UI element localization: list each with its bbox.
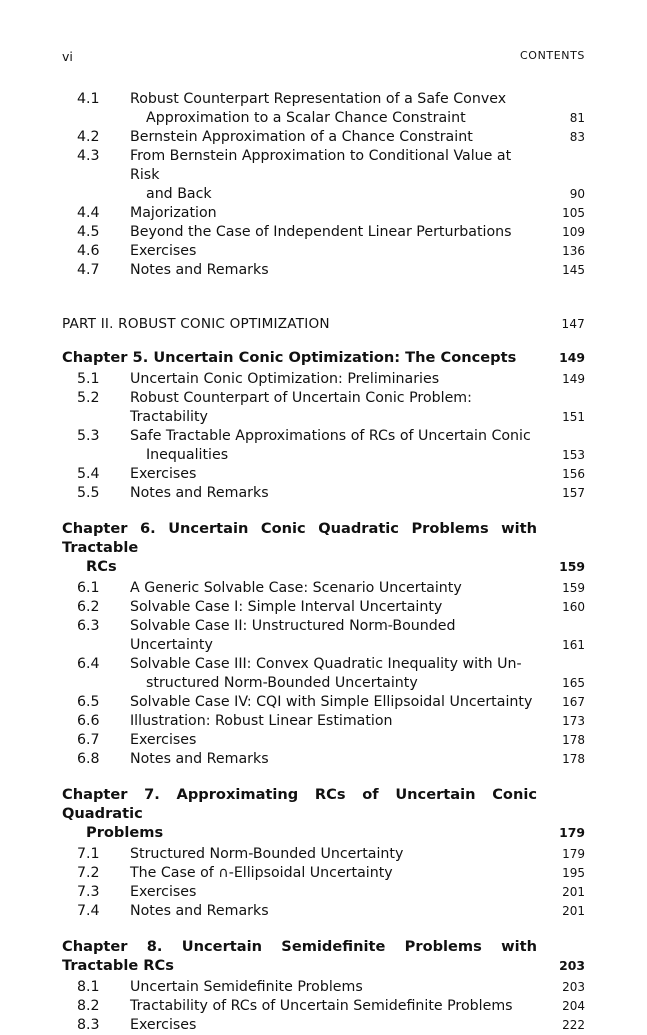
section-title-text: Uncertain Conic Optimization: Preliminaries xyxy=(130,371,440,387)
section-number: 5.4 xyxy=(77,466,100,482)
section-page: 161 xyxy=(562,638,585,652)
section-title-text: From Bernstein Approximation to Conditional Value at Risk xyxy=(130,148,512,183)
section-page: 195 xyxy=(562,866,585,880)
toc-entry xyxy=(62,242,585,261)
section-number: 6.8 xyxy=(77,751,100,767)
running-header xyxy=(62,49,585,67)
section-page: 167 xyxy=(562,695,585,709)
page-number-roman: vi xyxy=(62,49,73,64)
section-title xyxy=(130,204,541,223)
section-title-text: Exercises xyxy=(130,243,197,259)
section-title xyxy=(130,128,541,147)
section-number: 6.5 xyxy=(77,694,100,710)
section-title-text: A Generic Solvable Case: Scenario Uncertainty xyxy=(130,580,462,596)
section-title xyxy=(130,712,541,731)
toc-entry xyxy=(62,655,585,693)
section-number: 7.1 xyxy=(77,846,100,862)
section-page: 222 xyxy=(562,1018,585,1032)
section-title-text: Exercises xyxy=(130,466,197,482)
section-title xyxy=(130,579,541,598)
section-title xyxy=(130,693,541,712)
toc-section-list xyxy=(62,90,585,280)
section-title xyxy=(130,1016,541,1035)
section-number: 6.2 xyxy=(77,599,100,615)
section-title-text: Solvable Case III: Convex Quadratic Inequality with Un- xyxy=(130,656,522,672)
section-number: 5.5 xyxy=(77,485,100,501)
section-number: 4.7 xyxy=(77,262,100,278)
section-number: 5.2 xyxy=(77,390,100,406)
section-title xyxy=(130,864,541,883)
section-title xyxy=(130,845,541,864)
toc-entry xyxy=(62,997,585,1016)
section-title-text: Exercises xyxy=(130,1017,197,1033)
section-title xyxy=(130,978,541,997)
toc-entry xyxy=(62,204,585,223)
toc-entry xyxy=(62,712,585,731)
section-number: 6.4 xyxy=(77,656,100,672)
section-page: 136 xyxy=(562,244,585,258)
section-number: 4.5 xyxy=(77,224,100,240)
section-page: 178 xyxy=(562,733,585,747)
section-title xyxy=(130,389,541,427)
chapter-page: 203 xyxy=(559,958,585,973)
section-page: 160 xyxy=(562,600,585,614)
chapter-heading xyxy=(62,785,585,842)
section-page: 81 xyxy=(569,111,585,125)
chapter-title: Chapter 8. Uncertain Semidefinite Problems with Tractable RCs xyxy=(62,938,537,974)
toc-entry xyxy=(62,845,585,864)
section-title-text: Exercises xyxy=(130,732,197,748)
section-title xyxy=(130,731,541,750)
section-page: 201 xyxy=(562,885,585,899)
section-title-continuation: structured Norm-Bounded Uncertainty xyxy=(146,675,418,691)
toc-entry xyxy=(62,978,585,997)
toc-entry xyxy=(62,750,585,769)
chapter-title: Chapter 6. Uncertain Conic Quadratic Problems with Tractable xyxy=(62,520,537,556)
section-number: 4.6 xyxy=(77,243,100,259)
section-page: 105 xyxy=(562,206,585,220)
section-page: 179 xyxy=(562,847,585,861)
chapter-page: 149 xyxy=(559,350,585,365)
section-title-continuation: Inequalities xyxy=(146,447,229,463)
toc-entry xyxy=(62,465,585,484)
section-number: 6.1 xyxy=(77,580,100,596)
section-title-text: Safe Tractable Approximations of RCs of Uncertain Conic xyxy=(130,428,531,444)
section-title-text: Uncertain Semidefinite Problems xyxy=(130,979,363,995)
section-title xyxy=(130,484,541,503)
section-title-text: Structured Norm-Bounded Uncertainty xyxy=(130,846,404,862)
toc-entry xyxy=(62,598,585,617)
section-title xyxy=(130,883,541,902)
section-title xyxy=(130,598,541,617)
section-title-text: Robust Counterpart of Uncertain Conic Problem: Tractability xyxy=(130,390,472,425)
chapter-page: 179 xyxy=(559,825,585,840)
section-title-continuation: and Back xyxy=(146,186,212,202)
chapter-page: 159 xyxy=(559,559,585,574)
section-number: 8.1 xyxy=(77,979,100,995)
running-title: CONTENTS xyxy=(520,49,585,62)
section-page: 203 xyxy=(562,980,585,994)
section-page: 156 xyxy=(562,467,585,481)
section-title xyxy=(130,370,541,389)
section-number: 6.3 xyxy=(77,618,100,634)
section-title-text: Robust Counterpart Representation of a Safe Convex xyxy=(130,91,507,107)
section-title-continuation: Approximation to a Scalar Chance Constraint xyxy=(146,110,466,126)
section-number: 7.4 xyxy=(77,903,100,919)
section-page: 145 xyxy=(562,263,585,277)
section-title xyxy=(130,147,541,204)
part-page: 147 xyxy=(561,317,585,331)
section-number: 5.1 xyxy=(77,371,100,387)
section-title xyxy=(130,261,541,280)
part-title: PART II. ROBUST CONIC OPTIMIZATION xyxy=(62,316,330,332)
section-title-text: Bernstein Approximation of a Chance Constraint xyxy=(130,129,473,145)
section-title-text: Majorization xyxy=(130,205,217,221)
section-page: 159 xyxy=(562,581,585,595)
toc-entry xyxy=(62,370,585,389)
section-number: 4.2 xyxy=(77,129,100,145)
section-page: 173 xyxy=(562,714,585,728)
section-number: 7.3 xyxy=(77,884,100,900)
toc-entry xyxy=(62,1016,585,1035)
section-page: 157 xyxy=(562,486,585,500)
toc-entry xyxy=(62,223,585,242)
section-title xyxy=(130,223,541,242)
toc-entry xyxy=(62,883,585,902)
toc-entry xyxy=(62,147,585,204)
toc-entry xyxy=(62,902,585,921)
chapter-title-continuation: RCs xyxy=(86,558,117,575)
section-title-text: The Case of ∩-Ellipsoidal Uncertainty xyxy=(130,865,393,881)
section-page: 149 xyxy=(562,372,585,386)
chapter-heading xyxy=(62,519,585,576)
section-title-text: Tractability of RCs of Uncertain Semidefinite Problems xyxy=(130,998,513,1014)
section-number: 6.6 xyxy=(77,713,100,729)
section-title-text: Solvable Case I: Simple Interval Uncertainty xyxy=(130,599,443,615)
toc-entry xyxy=(62,90,585,128)
toc-entry xyxy=(62,484,585,503)
section-title-text: Beyond the Case of Independent Linear Perturbations xyxy=(130,224,512,240)
section-page: 109 xyxy=(562,225,585,239)
section-number: 7.2 xyxy=(77,865,100,881)
section-title-text: Exercises xyxy=(130,884,197,900)
section-number: 8.3 xyxy=(77,1017,100,1033)
toc-entry xyxy=(62,864,585,883)
section-title-text: Notes and Remarks xyxy=(130,903,269,919)
section-page: 165 xyxy=(562,676,585,690)
toc-entry xyxy=(62,617,585,655)
section-page: 153 xyxy=(562,448,585,462)
section-title xyxy=(130,997,541,1016)
section-number: 4.3 xyxy=(77,148,100,164)
section-title-text: Notes and Remarks xyxy=(130,485,269,501)
section-title-text: Illustration: Robust Linear Estimation xyxy=(130,713,393,729)
section-title xyxy=(130,655,541,693)
section-title-text: Notes and Remarks xyxy=(130,751,269,767)
section-title xyxy=(130,242,541,261)
section-title-text: Solvable Case II: Unstructured Norm-Bounded Uncertainty xyxy=(130,618,456,653)
toc-entry xyxy=(62,731,585,750)
section-page: 204 xyxy=(562,999,585,1013)
chapter-heading xyxy=(62,348,585,367)
chapter-title: Chapter 5. Uncertain Conic Optimization: The Concepts xyxy=(62,349,517,366)
section-number: 6.7 xyxy=(77,732,100,748)
section-title xyxy=(130,617,541,655)
section-number: 5.3 xyxy=(77,428,100,444)
chapter-heading xyxy=(62,937,585,975)
section-title xyxy=(130,902,541,921)
section-page: 201 xyxy=(562,904,585,918)
chapter-list xyxy=(62,348,585,1035)
section-number: 8.2 xyxy=(77,998,100,1014)
section-title xyxy=(130,427,541,465)
section-page: 90 xyxy=(569,187,585,201)
section-title xyxy=(130,465,541,484)
section-page: 151 xyxy=(562,410,585,424)
section-title xyxy=(130,750,541,769)
section-page: 178 xyxy=(562,752,585,766)
toc-entry xyxy=(62,427,585,465)
toc-entry xyxy=(62,579,585,598)
section-page: 83 xyxy=(569,130,585,144)
section-number: 4.1 xyxy=(77,91,100,107)
chapter-title: Chapter 7. Approximating RCs of Uncertain Conic Quadratic xyxy=(62,786,537,822)
section-title xyxy=(130,90,541,128)
toc-entry xyxy=(62,389,585,427)
toc-entry xyxy=(62,693,585,712)
toc-entry xyxy=(62,261,585,280)
part-heading xyxy=(62,315,585,334)
section-number: 4.4 xyxy=(77,205,100,221)
toc-content xyxy=(62,90,585,1035)
section-title-text: Solvable Case IV: CQI with Simple Ellipsoidal Uncertainty xyxy=(130,694,533,710)
chapter-title-continuation: Problems xyxy=(86,824,164,841)
section-title-text: Notes and Remarks xyxy=(130,262,269,278)
toc-entry xyxy=(62,128,585,147)
